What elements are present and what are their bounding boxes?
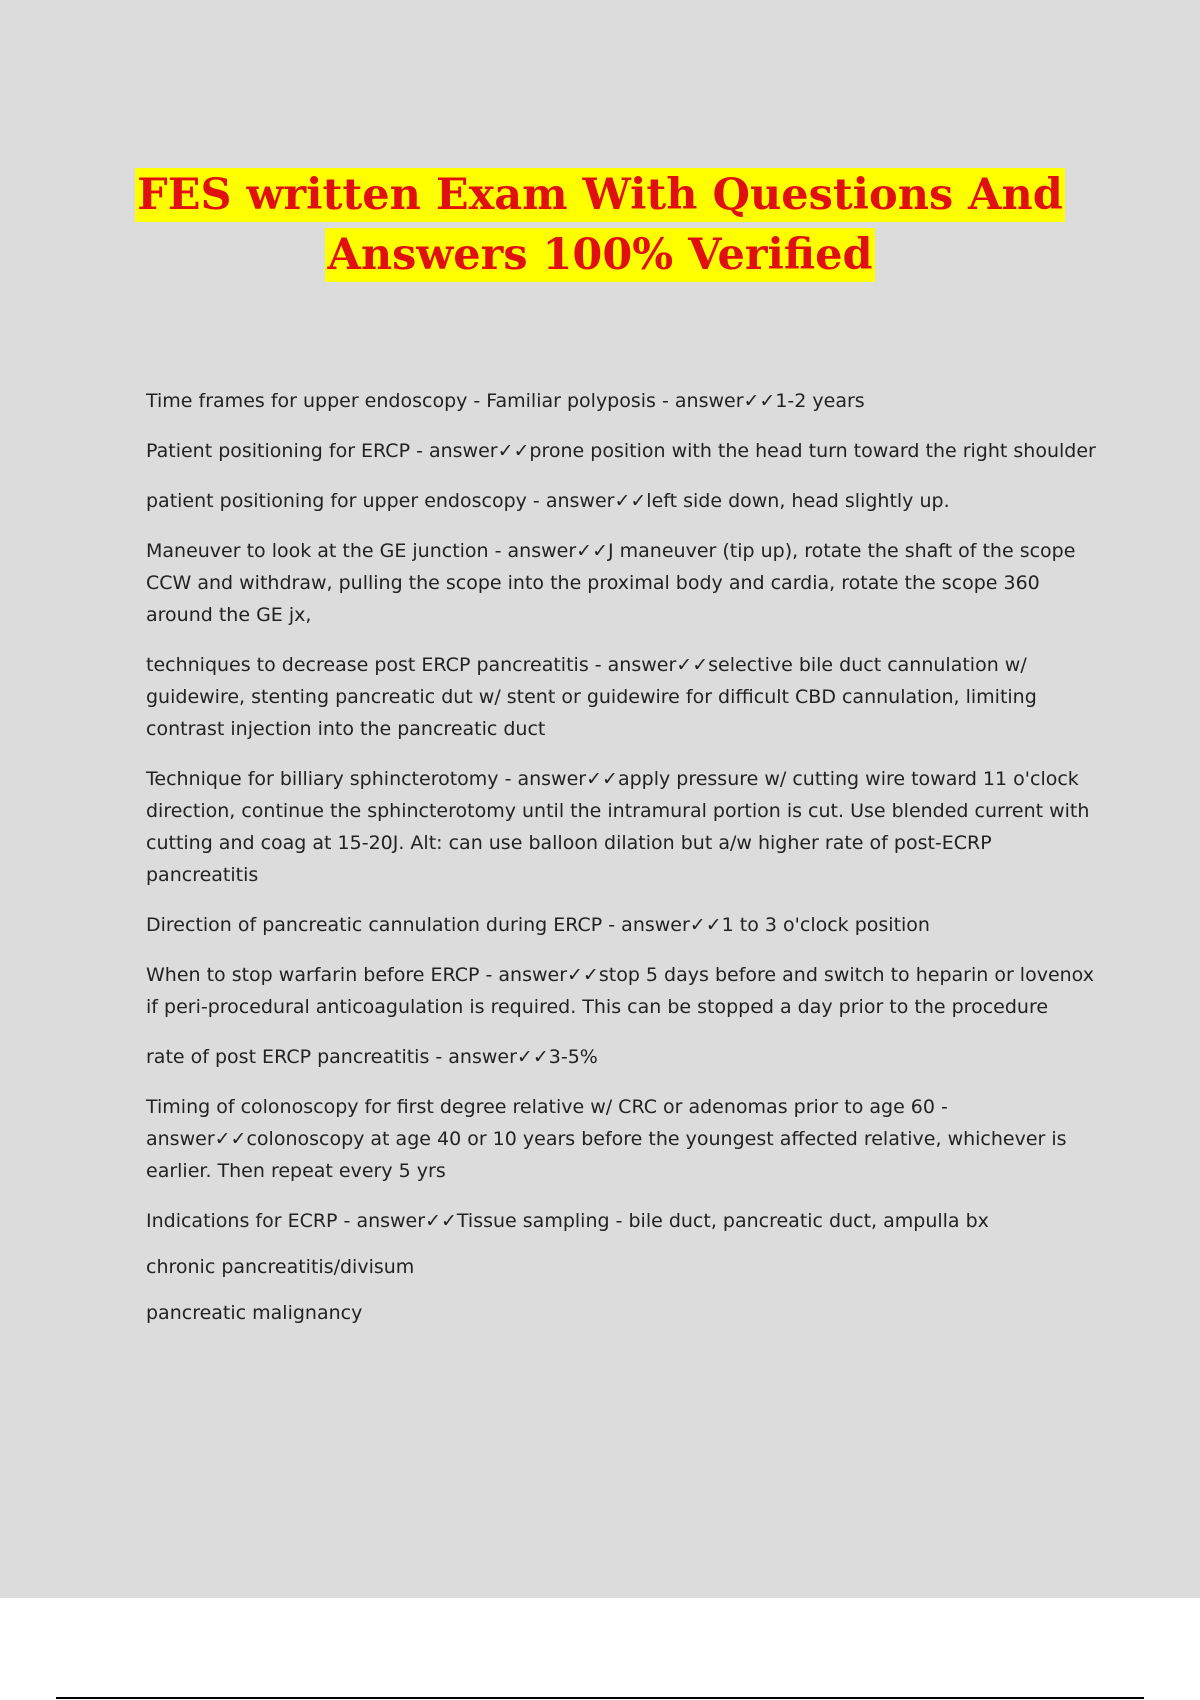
qa-item: Timing of colonoscopy for first degree relative w/ CRC or adenomas prior to age 60 - answer✓✓colonoscopy at age 40 or 10 years before the youngest affected relative, whichever is earlier. Then repeat every 5 yrs: [146, 1096, 1067, 1182]
qa-item: techniques to decrease post ERCP pancreatitis - answer✓✓selective bile duct cannulation w/ guidewire, stenting pancreatic dut w/ stent or guidewire for difficult CBD cannulation, limiting contrast injection into the pancreatic duct: [146, 654, 1037, 740]
footer-divider: [56, 1697, 1144, 1699]
qa-item: When to stop warfarin before ERCP - answer✓✓stop 5 days before and switch to heparin or lovenox if peri-procedural anticoagulation is required. This can be stopped a day prior to the procedure: [146, 964, 1094, 1018]
qa-item: Indications for ECRP - answer✓✓Tissue sampling - bile duct, pancreatic duct, ampulla bx: [146, 1210, 989, 1232]
qa-item: Technique for billiary sphincterotomy - answer✓✓apply pressure w/ cutting wire toward 11 o'clock direction, continue the sphincterotomy until the intramural portion is cut. Use blended current with cutting and coag at 15-20J. Alt: can use balloon dilation but a/w higher rate of post-ECRP pancreatitis: [146, 768, 1090, 886]
title-line-1: FES written Exam With Questions And: [137, 170, 1063, 220]
qa-item: chronic pancreatitis/divisum: [146, 1256, 415, 1278]
qa-item: Patient positioning for ERCP - answer✓✓prone position with the head turn toward the right shoulder: [146, 440, 1096, 462]
qa-list: [146, 385, 1096, 1343]
qa-item: Direction of pancreatic cannulation during ERCP - answer✓✓1 to 3 o'clock position: [146, 914, 930, 936]
document-title: [100, 168, 1100, 288]
qa-item: patient positioning for upper endoscopy - answer✓✓left side down, head slightly up.: [146, 490, 950, 512]
qa-item: Time frames for upper endoscopy - Familiar polyposis - answer✓✓1-2 years: [146, 390, 865, 412]
qa-item: Maneuver to look at the GE junction - answer✓✓J maneuver (tip up), rotate the shaft of the scope CCW and withdraw, pulling the scope into the proximal body and cardia, rotate the scope 360 around the GE jx,: [146, 540, 1076, 626]
qa-item: rate of post ERCP pancreatitis - answer✓✓3-5%: [146, 1046, 598, 1068]
qa-item: pancreatic malignancy: [146, 1302, 363, 1324]
title-line-2: Answers 100% Verified: [327, 230, 873, 280]
